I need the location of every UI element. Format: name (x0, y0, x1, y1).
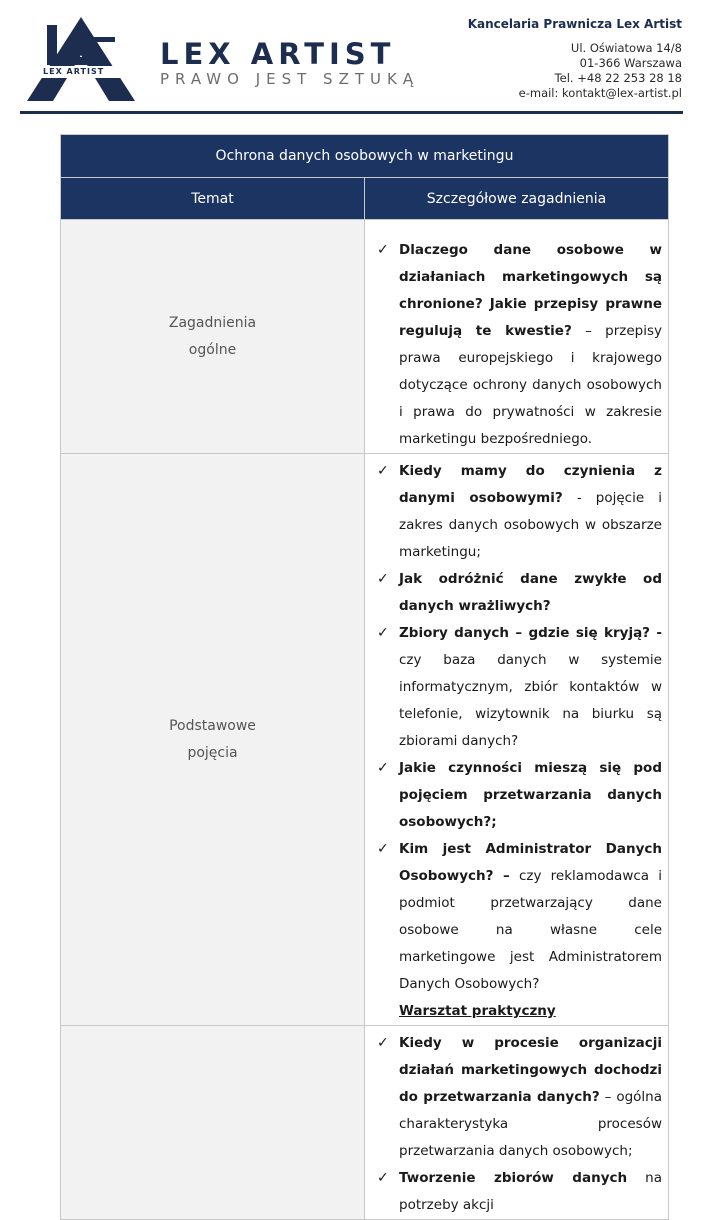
table-row (61, 454, 669, 1026)
checkmark-icon: ✓ (377, 625, 389, 641)
brand-tagline: PRAWO JEST SZTUKĄ (160, 70, 420, 88)
topic-line: Zagadnienia (168, 314, 257, 331)
contact-block (468, 17, 682, 101)
list-item (375, 755, 662, 836)
item-heading: Zbiory danych – gdzie się kryją? - (399, 625, 662, 641)
firm-name: Kancelaria Prawnicza Lex Artist (467, 17, 682, 31)
list-item (375, 620, 662, 755)
program-table (60, 134, 669, 1220)
lex-artist-logo-icon (25, 15, 137, 103)
list-item (375, 458, 662, 566)
workshop-label: Warsztat praktyczny (399, 1003, 556, 1019)
checkmark-icon: ✓ (377, 841, 389, 857)
email-address[interactable]: e-mail: kontakt@lex-artist.pl (518, 86, 682, 100)
item-text: – przepisy prawa europejskiego i krajowego dotyczące ochrony danych osobowych i prawa do prywatności w zakresie marketingu bezpośredniego. (399, 323, 662, 447)
table-header-row (61, 178, 669, 220)
checkmark-icon: ✓ (377, 571, 389, 587)
topic-cell (61, 220, 365, 454)
column-header-topic: Temat (61, 178, 365, 220)
details-cell (365, 454, 669, 1026)
table-row (61, 1026, 669, 1220)
topic-line: ogólne (188, 341, 237, 358)
details-cell (365, 220, 669, 454)
item-heading: Kim jest Administrator Danych Osobowych? – (399, 841, 662, 884)
checkmark-icon: ✓ (377, 242, 389, 258)
topic-line: pojęcia (187, 744, 238, 761)
header-divider (20, 111, 683, 114)
list-item (375, 836, 662, 998)
item-heading: Kiedy mamy do czynienia z danymi osobowymi? (399, 463, 662, 506)
item-text: na potrzeby akcji (399, 1170, 663, 1213)
checkmark-icon: ✓ (377, 463, 389, 479)
topic-line: Podstawowe (169, 717, 256, 734)
checkmark-icon: ✓ (377, 1035, 389, 1051)
item-heading: Jakie czynności mieszą się pod pojęciem przetwarzania danych osobowych?; (399, 760, 662, 830)
brand-block (160, 37, 420, 88)
topic-cell (61, 1026, 365, 1220)
logo-caption: LEX ARTIST (43, 67, 105, 76)
brand-name: LEX ARTIST (160, 37, 396, 71)
item-text: – ogólna charakterystyka procesów przetwarzania danych osobowych; (399, 1089, 662, 1159)
column-header-details: Szczegółowe zagadnienia (365, 178, 669, 220)
list-item (375, 566, 662, 620)
phone-number: Tel. +48 22 253 28 18 (554, 71, 682, 85)
address-line2: 01-366 Warszawa (579, 56, 682, 70)
item-heading: Dlaczego dane osobowe w działaniach marketingowych są chronione? Jakie przepisy prawne regulują te kwestie? (399, 242, 662, 339)
page-header (0, 0, 725, 115)
item-heading: Jak odróżnić dane zwykłe od danych wrażliwych? (399, 571, 662, 614)
list-item (375, 1030, 662, 1165)
topic-cell (61, 454, 365, 1026)
list-item (375, 237, 662, 453)
checkmark-icon: ✓ (377, 1170, 389, 1186)
table-title-row (61, 135, 669, 178)
item-text: - pojęcie i zakres danych osobowych w obszarze marketingu; (399, 490, 662, 560)
item-heading: Tworzenie zbiorów danych (399, 1170, 628, 1186)
table-title: Ochrona danych osobowych w marketingu (61, 135, 669, 178)
table-row (61, 220, 669, 454)
checkmark-icon: ✓ (377, 760, 389, 776)
details-cell (365, 1026, 669, 1220)
address-line1: Ul. Oświatowa 14/8 (570, 41, 682, 55)
item-text: czy baza danych w systemie informatycznym, zbiór kontaktów w telefonie, wizytownik na biurku są zbiorami danych? (399, 652, 662, 749)
item-text: czy reklamodawca i podmiot przetwarzający dane osobowe na własne cele marketingowe jest Administratorem Danych Osobowych? (399, 868, 663, 992)
item-heading: Kiedy w procesie organizacji działań marketingowych dochodzi do przetwarzania danych? (399, 1035, 662, 1105)
list-item (375, 1165, 662, 1219)
